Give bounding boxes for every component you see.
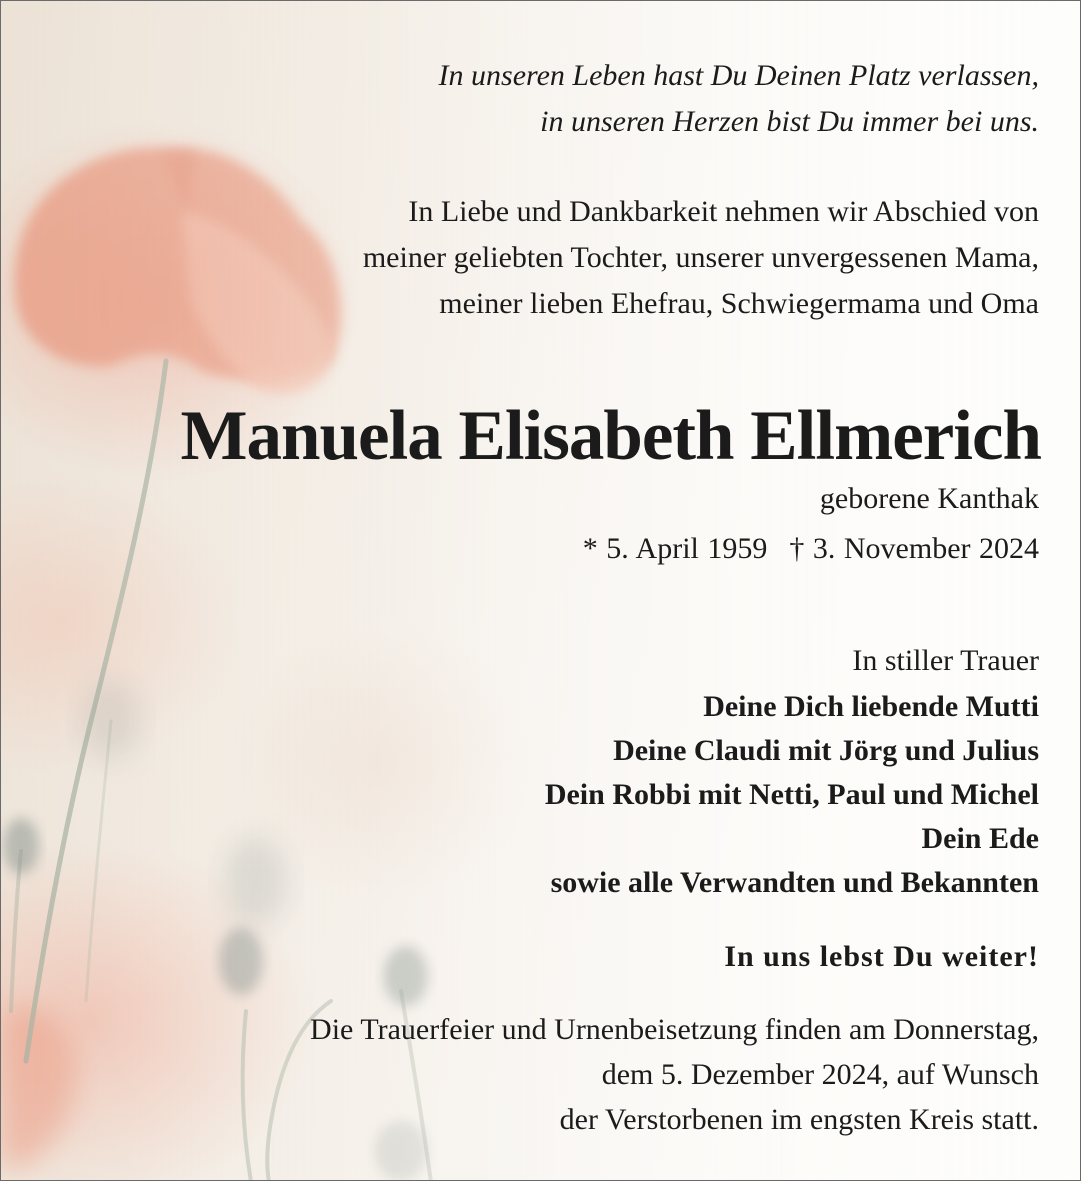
service-line: der Verstorbenen im engsten Kreis statt. [559, 1103, 1039, 1136]
death-date: † 3. November 2024 [789, 532, 1039, 565]
service-announcement [310, 1007, 1039, 1142]
poppy-background-image [1, 1, 1081, 1181]
birth-date: * 5. April 1959 [582, 532, 768, 565]
verse-line: in unseren Herzen bist Du immer bei uns. [540, 105, 1039, 138]
service-line: dem 5. Dezember 2024, auf Wunsch [601, 1058, 1039, 1091]
farewell-intro [363, 189, 1039, 327]
intro-line: meiner lieben Ehefrau, Schwiegermama und Oma [439, 287, 1039, 320]
closing-motto: In uns lebst Du weiter! [724, 940, 1039, 973]
mourner-line: Deine Dich liebende Mutti [703, 690, 1039, 723]
birth-name: geborene Kanthak [819, 482, 1039, 515]
mourner-line: Deine Claudi mit Jörg und Julius [613, 734, 1039, 767]
intro-line: meiner geliebten Tochter, unserer unvergessenen Mama, [362, 241, 1039, 274]
memorial-verse [439, 53, 1039, 145]
mourner-line: sowie alle Verwandten und Bekannten [550, 866, 1039, 899]
verse-line: In unseren Leben hast Du Deinen Platz verlassen, [438, 59, 1039, 92]
mourner-line: Dein Robbi mit Netti, Paul und Michel [544, 778, 1039, 811]
service-line: Die Trauerfeier und Urnenbeisetzung finden am Donnerstag, [310, 1013, 1039, 1046]
mourning-lead: In stiller Trauer [852, 644, 1039, 677]
intro-line: In Liebe und Dankbarkeit nehmen wir Abschied von [408, 195, 1039, 228]
mourner-line: Dein Ede [921, 822, 1039, 855]
deceased-name: Manuela Elisabeth Ellmerich [180, 397, 1041, 475]
life-dates [583, 527, 1039, 571]
mourners-list [545, 685, 1039, 905]
